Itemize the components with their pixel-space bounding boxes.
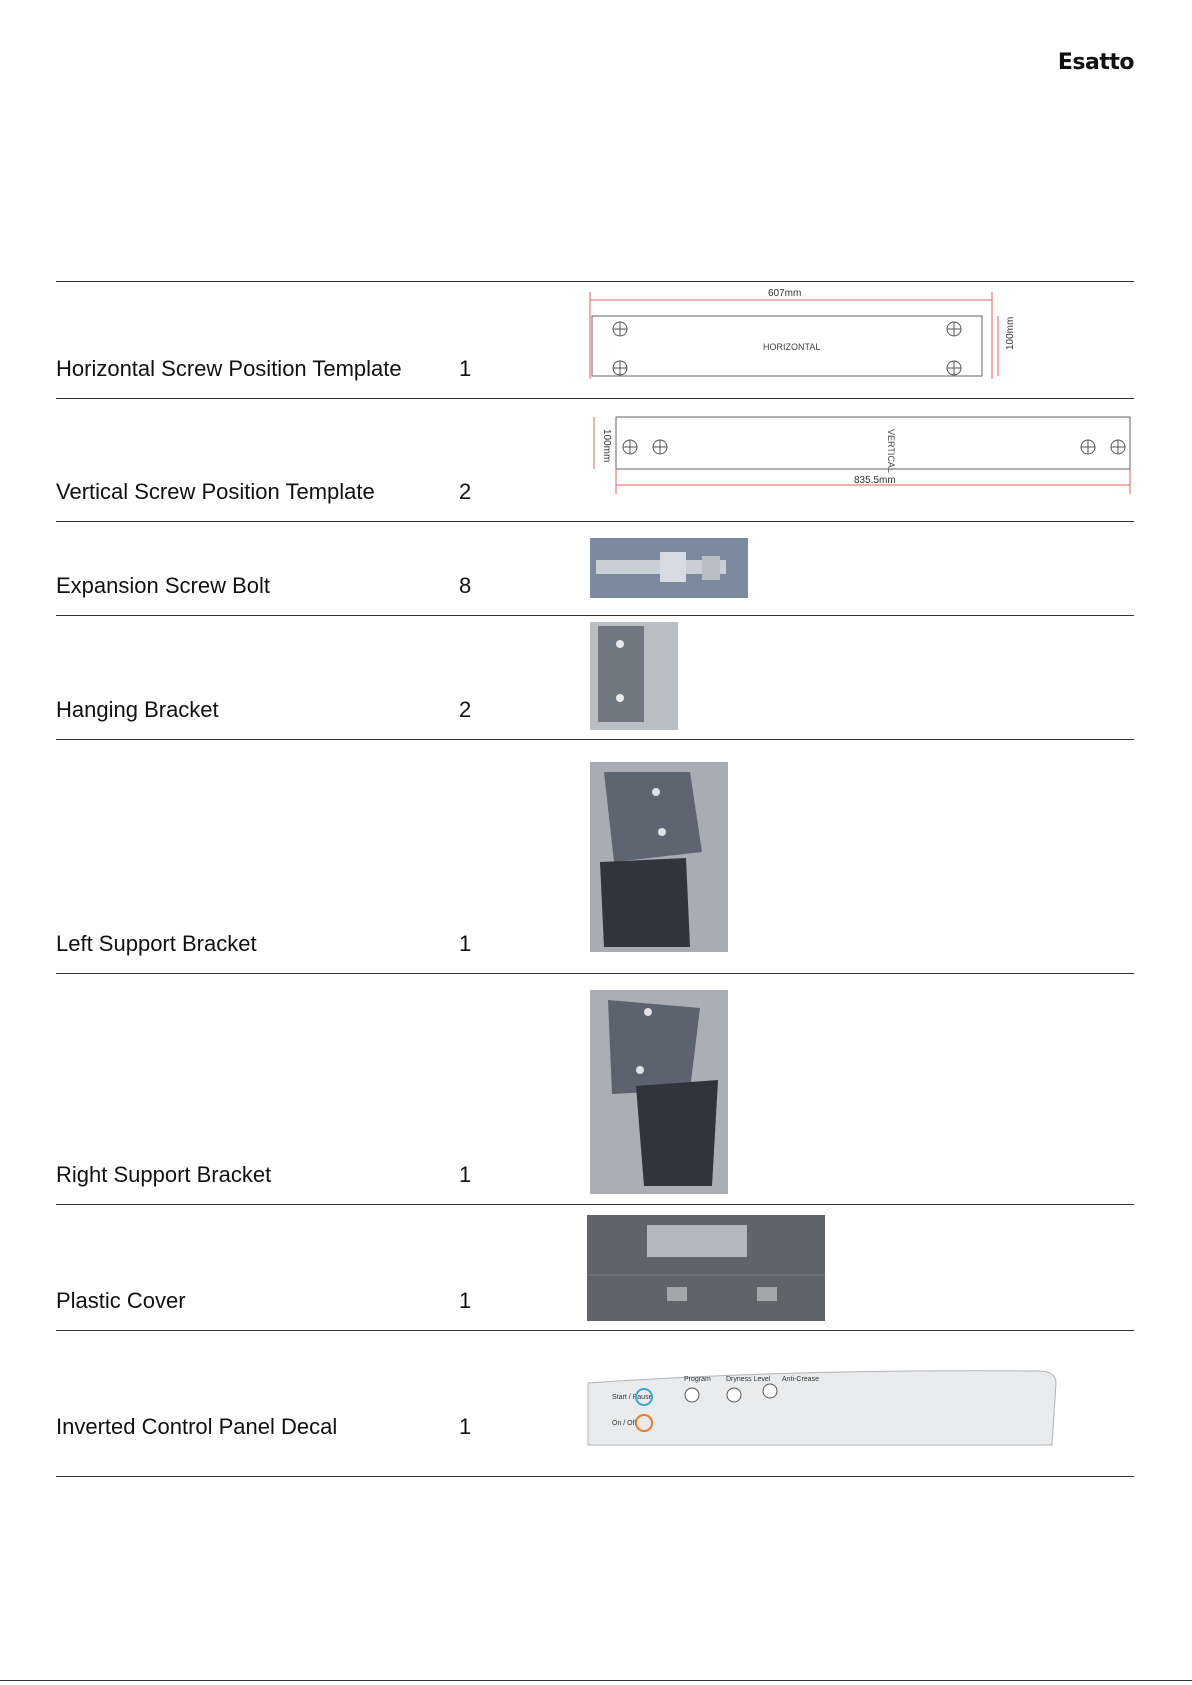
page-bottom-rule [0, 1680, 1192, 1681]
decal-anti-crease-label: Anti-Crease [782, 1376, 819, 1383]
vertical-template-diagram [588, 409, 1134, 499]
decal-program-label: Program [684, 1376, 711, 1383]
hanging-bracket-photo [590, 622, 678, 730]
table-row [56, 281, 1134, 398]
item-quantity: 2 [459, 697, 472, 722]
item-quantity: 1 [459, 1162, 472, 1187]
right-support-bracket-photo [590, 990, 728, 1194]
left-support-bracket-photo [590, 762, 728, 952]
item-quantity: 1 [459, 1288, 472, 1313]
horizontal-height-label: 100mm [1005, 316, 1016, 350]
decal-start-pause-label: Start / Pause [612, 1394, 653, 1401]
item-name: Hanging Bracket [56, 697, 219, 722]
item-name: Inverted Control Panel Decal [56, 1414, 338, 1439]
vertical-width-label: 835.5mm [854, 475, 896, 486]
vertical-center-label: VERTICAL [886, 429, 896, 473]
item-quantity: 1 [459, 931, 472, 956]
table-row [56, 1204, 1134, 1330]
item-quantity: 1 [459, 1414, 472, 1439]
item-name: Horizontal Screw Position Template [56, 356, 402, 381]
control-panel-decal-image [586, 1369, 1062, 1449]
table-row [56, 615, 1134, 739]
item-name: Expansion Screw Bolt [56, 573, 270, 598]
horizontal-width-label: 607mm [768, 288, 802, 299]
table-row [56, 739, 1134, 973]
table-row [56, 973, 1134, 1204]
item-name: Plastic Cover [56, 1288, 186, 1313]
decal-dryness-level-label: Dryness Level [726, 1376, 771, 1383]
table-row [56, 521, 1134, 615]
plastic-cover-photo [587, 1215, 825, 1321]
expansion-bolt-photo [590, 538, 748, 598]
item-name: Left Support Bracket [56, 931, 257, 956]
brand-logo: Esatto [1057, 50, 1134, 75]
item-quantity: 1 [459, 356, 472, 381]
item-quantity: 8 [459, 573, 472, 598]
horizontal-center-label: HORIZONTAL [763, 342, 821, 352]
item-name: Right Support Bracket [56, 1162, 272, 1187]
decal-on-off-label: On / Off [612, 1420, 637, 1427]
parts-table [56, 281, 1134, 1477]
vertical-height-label: 100mm [601, 429, 612, 463]
item-quantity: 2 [459, 479, 472, 504]
table-row [56, 1330, 1134, 1477]
table-row [56, 398, 1134, 521]
horizontal-template-diagram [588, 284, 1088, 394]
item-name: Vertical Screw Position Template [56, 479, 375, 504]
